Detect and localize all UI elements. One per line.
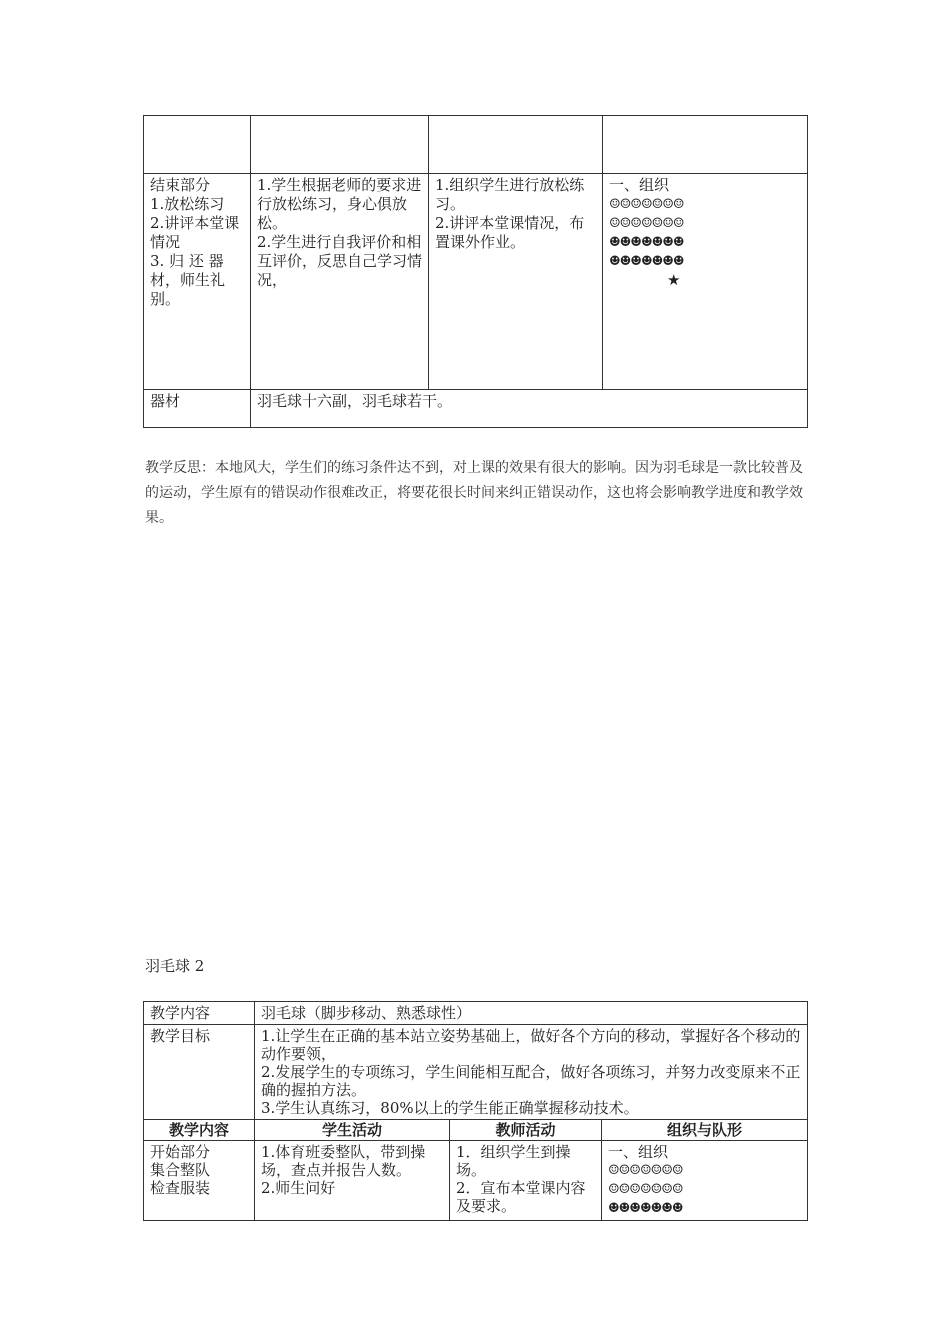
opening-section-row xyxy=(144,1141,808,1221)
ending-student-text: 1.学生根据老师的要求进行放松练习，身心俱放松。 2.学生进行自我评价和相互评价，反思自己学习情况， xyxy=(257,176,423,289)
lesson-2-title: 羽毛球 2 xyxy=(145,957,205,975)
header-formation: 组织与队形 xyxy=(602,1120,808,1141)
opening-teacher-text: 1．组织学生到操场。 2．宣布本堂课内容及要求。 xyxy=(456,1143,586,1215)
goals-label: 教学目标 xyxy=(144,1025,255,1120)
ending-content-cell xyxy=(144,174,251,390)
content-value: 羽毛球（脚步移动、熟悉球性） xyxy=(255,1002,808,1025)
ending-content-line: 3. 归 还 器材，师生礼别。 xyxy=(150,252,226,308)
opening-content-cell xyxy=(144,1141,255,1221)
ending-content-line: 1.放松练习 xyxy=(150,195,225,213)
opening-content-line: 检查服装 xyxy=(150,1179,211,1197)
ending-formation xyxy=(603,174,808,390)
formation-row-dark-smiley: ☻☻☻☻☻☻☻ xyxy=(609,235,684,250)
formation-title: 一、组织 xyxy=(608,1143,669,1161)
lesson-plan-table-1 xyxy=(143,115,808,428)
formation-row-dark-smiley: ☻☻☻☻☻☻☻ xyxy=(609,254,684,269)
teacher-star-icon: ★ xyxy=(667,271,681,289)
formation-row-smiley: ☺☺☺☺☺☺☺ xyxy=(608,1163,683,1178)
empty-cell xyxy=(251,116,429,174)
formation-title: 一、组织 xyxy=(609,176,670,194)
opening-student-text: 1.体育班委整队，带到操场，查点并报告人数。 2.师生问好 xyxy=(261,1143,426,1197)
ending-section-row xyxy=(144,174,808,390)
opening-content-line: 集合整队 xyxy=(150,1161,211,1179)
goal-item: 1.让学生在正确的基本站立姿势基础上，做好各个方向的移动，掌握好各个移动的动作要领， xyxy=(261,1027,801,1063)
column-header-row xyxy=(144,1120,808,1141)
ending-content-line: 2.讲评本堂课情况 xyxy=(150,214,240,251)
formation-row-smiley: ☺☺☺☺☺☺☺ xyxy=(608,1182,683,1197)
opening-formation xyxy=(602,1141,808,1221)
opening-teacher-activity xyxy=(450,1141,602,1221)
ending-content-line: 结束部分 xyxy=(150,176,211,194)
formation-row-dark-smiley: ☻☻☻☻☻☻☻ xyxy=(608,1201,683,1216)
ending-student-activity xyxy=(251,174,429,390)
equipment-label: 器材 xyxy=(144,390,251,428)
goal-item: 2.发展学生的专项练习，学生间能相互配合，做好各项练习，并努力改变原来不正确的握拍方法。 xyxy=(261,1063,801,1099)
header-content: 教学内容 xyxy=(144,1120,255,1141)
ending-teacher-activity xyxy=(429,174,603,390)
empty-row xyxy=(144,116,808,174)
empty-cell xyxy=(429,116,603,174)
equipment-row xyxy=(144,390,808,428)
ending-teacher-text: 1.组织学生进行放松练习。 2.讲评本堂课情况，布置课外作业。 xyxy=(435,176,585,251)
equipment-value: 羽毛球十六副，羽毛球若干。 xyxy=(251,390,808,428)
formation-row-smiley: ☺☺☺☺☺☺☺ xyxy=(609,216,684,231)
empty-cell xyxy=(144,116,251,174)
lesson-plan-table-2 xyxy=(143,1001,808,1221)
empty-cell xyxy=(603,116,808,174)
content-label: 教学内容 xyxy=(144,1002,255,1025)
content-row xyxy=(144,1002,808,1025)
opening-content-line: 开始部分 xyxy=(150,1143,211,1161)
goals-row xyxy=(144,1025,808,1120)
goals-value xyxy=(255,1025,808,1120)
formation-row-smiley: ☺☺☺☺☺☺☺ xyxy=(609,197,684,212)
opening-student-activity xyxy=(255,1141,450,1221)
header-teacher-activity: 教师活动 xyxy=(450,1120,602,1141)
header-student-activity: 学生活动 xyxy=(255,1120,450,1141)
goal-item: 3.学生认真练习，80%以上的学生能正确掌握移动技术。 xyxy=(261,1099,639,1117)
teaching-reflection: 教学反思：本地风大，学生们的练习条件达不到，对上课的效果有很大的影响。因为羽毛球是一款比较普及的运动，学生原有的错误动作很难改正，将要花很长时间来纠正错误动作，这也将会影响教学进度和教学效果。 xyxy=(145,460,803,526)
